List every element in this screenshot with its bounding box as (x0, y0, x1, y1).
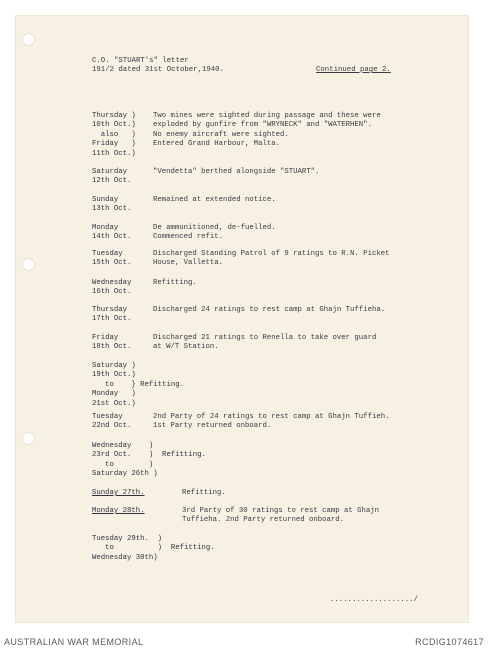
diary-entry: De ammunitioned, de-fuelled. Commenced refit. (153, 224, 276, 242)
diary-entry: Two mines were sighted during passage and these were exploded by gunfire from "WRYNECK" and "WATERHEN". No enemy aircraft were sighted. Entered Grand Harbour, Malta. (153, 112, 381, 149)
diary-entry: Discharged Standing Patrol of 9 ratings to R.N. Picket House, Valletta. (153, 250, 390, 268)
diary-date: Saturday ) 19th Oct.) to } Refitting. Monday ) 21st Oct.) (92, 362, 184, 408)
letter-date: 191/2 dated 31st October,1940. (92, 66, 224, 74)
archive-credit: AUSTRALIAN WAR MEMORIAL (4, 637, 144, 647)
diary-entry: Refitting. (182, 489, 226, 497)
diary-date: Monday 28th. (92, 507, 145, 515)
diary-entry: Discharged 21 ratings to Renella to take over guard at W/T Station. (153, 334, 377, 352)
diary-entry: 2nd Party of 24 ratings to rest camp at Ghajn Tuffieh. 1st Party returned onboard. (153, 413, 390, 431)
punch-hole (22, 432, 35, 445)
signature-line: .................../ (330, 596, 418, 604)
punch-hole (22, 258, 35, 271)
diary-entry: "Vendetta" berthed alongside "STUART". (153, 168, 320, 176)
diary-entry: Remained at extended notice. (153, 196, 276, 204)
diary-date: Saturday 12th Oct. (92, 168, 132, 186)
diary-entry: Refitting. (153, 279, 197, 287)
diary-date: Sunday 27th. (92, 489, 145, 497)
diary-date: Thursday 17th Oct. (92, 306, 132, 324)
archive-reference: RCDIG1074617 (415, 637, 484, 647)
diary-date: Friday 18th Oct. (92, 334, 132, 352)
continued-note: Continued page 2. (316, 66, 391, 74)
document-page (16, 16, 468, 622)
letter-reference: C.O. "STUART's" letter (92, 57, 189, 65)
punch-hole (22, 33, 35, 46)
diary-date: Monday 14th Oct. (92, 224, 132, 242)
diary-date: Thursday ) 10th Oct.) also ) Friday ) 11th Oct.) (92, 112, 136, 158)
diary-date: Tuesday 15th Oct. (92, 250, 132, 268)
diary-date: Wednesday ) 23rd Oct. ) Refitting. to ) Saturday 26th ) (92, 442, 206, 479)
diary-entry: 3rd Party of 30 ratings to rest camp at Ghajn Tuffieha. 2nd Party returned onboard. (182, 507, 380, 525)
diary-entry: Discharged 24 ratings to rest camp at Ghajn Tuffieha. (153, 306, 386, 314)
diary-date: Wednesday 16th Oct. (92, 279, 132, 297)
diary-date: Tuesday 22nd Oct. (92, 413, 132, 431)
diary-date: Sunday 13th Oct. (92, 196, 132, 214)
diary-date: Tuesday 29th. ) to ) Refitting. Wednesday 30th) (92, 535, 215, 562)
